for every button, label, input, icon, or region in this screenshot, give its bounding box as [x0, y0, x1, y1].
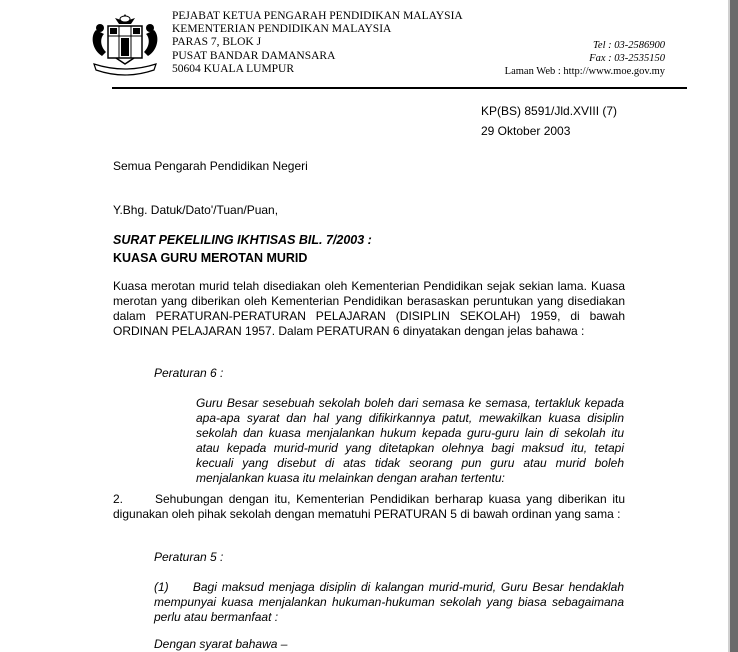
proviso-text: Dengan syarat bahawa –	[154, 637, 288, 651]
regulation-6-text: Guru Besar sesebuah sekolah boleh dari semasa ke semasa, tertakluk kepada apa-apa syarat dan hal yang difikirkannya patut, mewakilkan kuasa disiplin sekolah dan kuasa menjalankan hukum kepada guru-guru lain di sekolah itu atau kepada murid-murid yang ditetapkan olehnya bagi maksud itu, tetapi kecuali yang disebut di atas tidak seorang pun guru atau murid boleh menjalankan kuasa itu melainkan dengan arahan tertentu:	[196, 396, 624, 485]
paragraph-2: Sehubungan dengan itu, Kementerian Pendidikan berharap kuasa yang diberikan itu digunakan oleh pihak sekolah dengan mematuhi PERATURAN 5 di bawah ordinan yang sama :	[113, 492, 625, 521]
agency-address	[172, 10, 463, 76]
contact-info	[505, 40, 665, 78]
salutation: Y.Bhg. Datuk/Dato'/Tuan/Puan,	[113, 203, 279, 217]
website: Laman Web : http://www.moe.gov.my	[504, 65, 665, 77]
regulation-5-label: Peraturan 5 :	[154, 550, 224, 564]
agency-line: PARAS 7, BLOK J	[172, 36, 262, 49]
letterhead-divider	[112, 87, 687, 89]
window-scroll-edge	[730, 0, 738, 652]
circular-title: SURAT PEKELILING IKHTISAS BIL. 7/2003 :	[113, 233, 372, 247]
agency-line: PEJABAT KETUA PENGARAH PENDIDIKAN MALAYSIA	[172, 10, 463, 22]
regulation-5-text: (1) Bagi maksud menjaga disiplin di kalangan murid-murid, Guru Besar hendaklah mempunyai kuasa menjalankan hukuman-hukuman sekolah yang biasa sebagaimana perlu atau bermanfaat :	[154, 580, 628, 624]
recipient: Semua Pengarah Pendidikan Negeri	[113, 159, 308, 173]
fax: Fax : 03-2535150	[589, 52, 665, 64]
circular-subject: KUASA GURU MEROTAN MURID	[113, 251, 308, 265]
letter-date: 29 Oktober 2003	[481, 124, 571, 138]
agency-line: PUSAT BANDAR DAMANSARA	[172, 49, 336, 62]
regulation-6-label: Peraturan 6 :	[154, 366, 224, 380]
telephone: Tel : 03-2586900	[593, 40, 665, 51]
agency-line: 50604 KUALA LUMPUR	[172, 62, 295, 75]
reference-number: KP(BS) 8591/Jld.XVIII (7)	[481, 104, 618, 118]
malaysia-coat-of-arms-icon	[88, 12, 162, 82]
agency-line: KEMENTERIAN PENDIDIKAN MALAYSIA	[172, 23, 392, 36]
paragraph-2-number: 2.	[113, 492, 124, 506]
paragraph-1: Kuasa merotan murid telah disediakan oleh Kementerian Pendidikan sejak sekian lama. Kuasa merotan yang diberikan oleh Kementerian Pendidikan berasaskan peruntukan yang disediakan dalam PERATURAN-PERATURAN PELAJARAN (DISIPLIN SEKOLAH) 1959, di bawah ORDINAN PELAJARAN 1957. Dalam PERATURAN 6 dinyatakan dengan jelas bahawa :	[113, 279, 625, 338]
